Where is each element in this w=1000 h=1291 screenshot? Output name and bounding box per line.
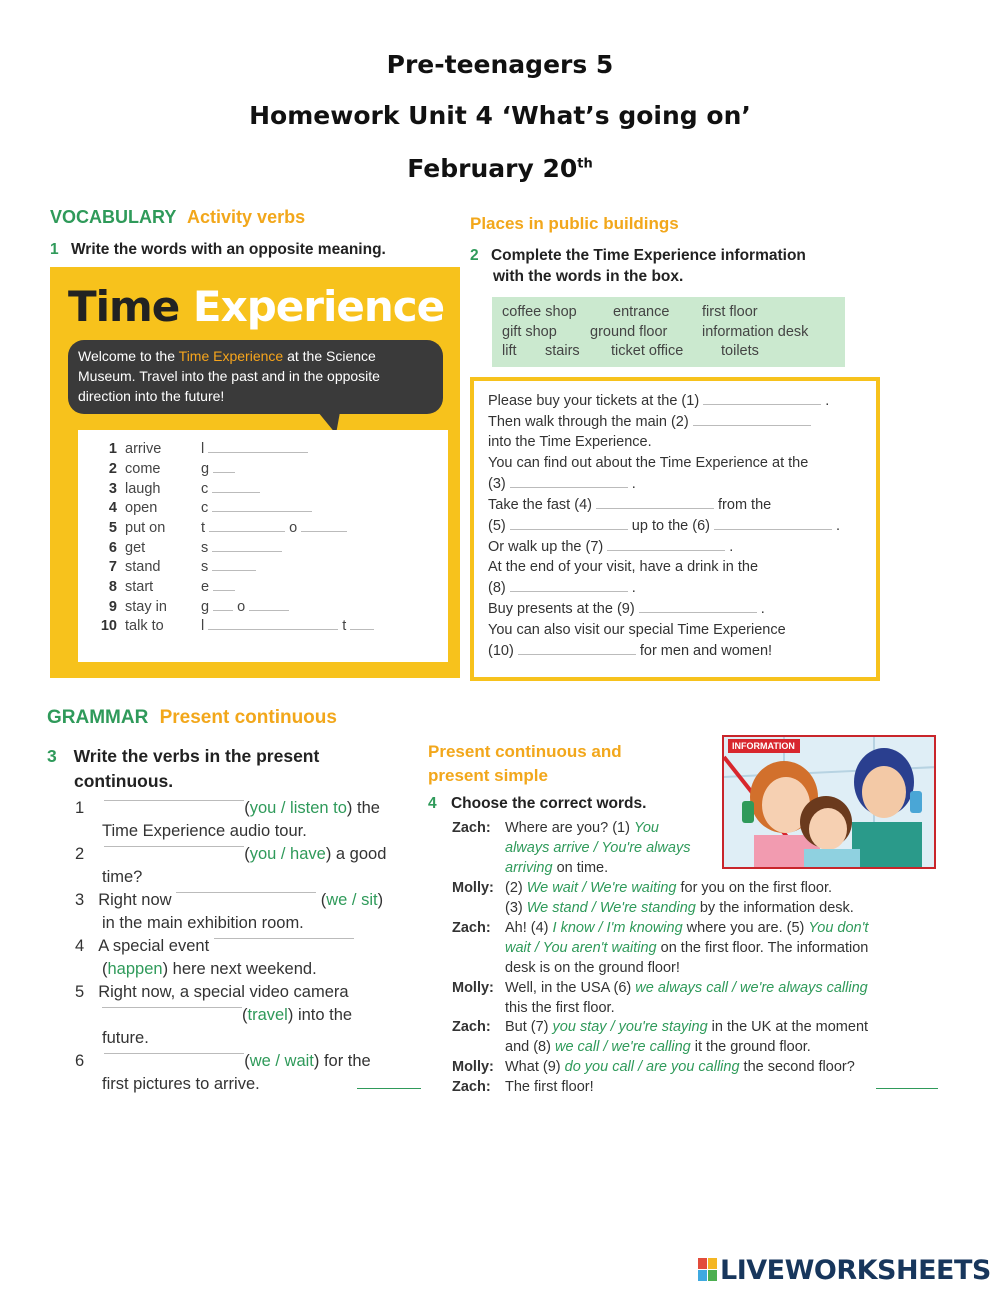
- word-box-item: entrance: [613, 304, 670, 320]
- answer-blank[interactable]: [301, 530, 347, 532]
- answer-blank[interactable]: [212, 550, 282, 552]
- answer-blank[interactable]: [104, 799, 244, 801]
- logo-icon: [698, 1258, 718, 1282]
- bubble-highlight: Time Experience: [178, 348, 284, 364]
- answer-blank[interactable]: [104, 1052, 244, 1054]
- exercise-1-text: Write the words with an opposite meaning.: [70, 241, 386, 258]
- grammar-item-4: 4 A special event: [75, 937, 354, 956]
- word-box-item: ticket office: [611, 343, 684, 359]
- vocab-item: 4 open c: [95, 500, 312, 520]
- info-line: Then walk through the main (2): [488, 414, 811, 430]
- info-line: (8) .: [488, 580, 636, 596]
- exercise-1-number: 1: [50, 241, 59, 258]
- score-line: [357, 1088, 421, 1089]
- dialogue-line-1: Zach: Where are you? (1) You: [452, 820, 659, 836]
- grammar-label: GRAMMAR: [47, 707, 149, 728]
- vocab-item: 6 get s: [95, 540, 282, 560]
- info-line: You can also visit our special Time Experience: [488, 622, 786, 638]
- answer-blank[interactable]: [102, 1006, 242, 1008]
- exercise-1-instruction: [50, 241, 386, 259]
- answer-blank[interactable]: [212, 491, 260, 493]
- dialogue-line-12: Zach: The first floor!: [452, 1079, 594, 1095]
- answer-blank[interactable]: [213, 589, 235, 591]
- grammar-item-5-end: future.: [102, 1029, 149, 1047]
- date-text: February 20: [407, 154, 578, 183]
- word-box-item: gift shop: [502, 324, 557, 340]
- grammar-heading: [47, 707, 337, 729]
- dialogue-line-1b: always arrive / You're always: [505, 840, 691, 856]
- title-experience: Experience: [192, 282, 445, 331]
- header-line-2: Homework Unit 4 ‘What’s going on’: [249, 101, 751, 130]
- word-box-item: lift: [502, 343, 517, 359]
- dialogue-line-2: Molly: (2) We wait / We're waiting for you on the first floor.: [452, 880, 833, 896]
- exercise-2-text-l2: with the words in the box.: [493, 268, 684, 285]
- word-box: [492, 297, 845, 367]
- vocabulary-label: VOCABULARY: [50, 207, 177, 227]
- date-superscript: th: [577, 156, 593, 172]
- answer-blank[interactable]: [350, 628, 374, 630]
- answer-blank[interactable]: [703, 403, 821, 405]
- word-box-item: stairs: [545, 343, 580, 359]
- answer-blank[interactable]: [714, 528, 832, 530]
- grammar-item-2-cont: time?: [102, 868, 143, 886]
- dialogue-line-7: Molly: Well, in the USA (6) we always call / we're always calling: [452, 980, 868, 996]
- grammar-item-6: 6 (we / wait) for the: [75, 1052, 371, 1070]
- word-box-item: coffee shop: [502, 304, 577, 320]
- molly-zach-illustration: [722, 735, 936, 869]
- exercise-2-text-l1: Complete the Time Experience information: [490, 247, 806, 264]
- vocabulary-heading: [50, 207, 305, 228]
- header-line-1: Pre-teenagers 5: [386, 50, 614, 79]
- grammar-item-5-cont: (travel) into the: [102, 1006, 352, 1025]
- dialogue-line-3: (3) We stand / We're standing by the information desk.: [505, 900, 854, 916]
- info-line: (5) up to the (6) .: [488, 518, 841, 534]
- vocab-item: 7 stand s: [95, 559, 256, 579]
- word-box-item: ground floor: [590, 324, 668, 340]
- info-line: (10) for men and women!: [488, 643, 773, 659]
- info-line: Take the fast (4) from the: [488, 497, 772, 513]
- dialogue-line-6: desk is on the ground floor!: [505, 960, 680, 976]
- answer-blank[interactable]: [176, 891, 316, 893]
- info-line: Please buy your tickets at the (1) .: [488, 393, 830, 409]
- dialogue-line-1c: arriving on time.: [505, 860, 609, 876]
- vocab-item: 3 laugh c: [95, 481, 260, 501]
- answer-blank[interactable]: [596, 507, 714, 509]
- score-line: [876, 1088, 938, 1089]
- exercise-3-text-l2: continuous.: [74, 771, 174, 791]
- vocab-item: 8 start e: [95, 579, 235, 599]
- info-line: into the Time Experience.: [488, 434, 652, 450]
- answer-blank[interactable]: [104, 845, 244, 847]
- answer-blank[interactable]: [208, 451, 308, 453]
- vocab-item: 1 arrive l: [95, 441, 308, 461]
- grammar-item-1: 1 (you / listen to) the: [75, 799, 380, 817]
- answer-blank[interactable]: [214, 937, 354, 939]
- exercise-2-number: 2: [470, 247, 479, 264]
- grammar-item-1-cont: Time Experience audio tour.: [102, 822, 307, 840]
- info-line: You can find out about the Time Experience at the: [488, 455, 809, 471]
- pcps-heading-l2: present simple: [428, 766, 548, 785]
- grammar-item-2: 2 (you / have) a good: [75, 845, 387, 863]
- title-time: Time: [68, 282, 180, 331]
- info-line: Or walk up the (7) .: [488, 539, 734, 555]
- answer-blank[interactable]: [209, 530, 285, 532]
- grammar-item-4-cont: (happen) here next weekend.: [102, 960, 317, 978]
- answer-blank[interactable]: [510, 528, 628, 530]
- answer-blank[interactable]: [213, 609, 233, 611]
- pcps-heading-l1: Present continuous and: [428, 742, 622, 761]
- exercise-4-text: Choose the correct words.: [450, 795, 647, 812]
- time-experience-title: [68, 282, 444, 331]
- answer-blank[interactable]: [518, 653, 636, 655]
- liveworksheets-logo: [698, 1255, 991, 1286]
- illustration-drawing: [724, 737, 936, 869]
- dialogue-line-8: this the first floor.: [505, 1000, 615, 1016]
- dialogue-line-5: wait / You aren't waiting on the first floor. The information: [505, 940, 869, 956]
- vocab-item: 5 put on t o: [95, 520, 347, 540]
- welcome-speech-bubble: [68, 340, 443, 414]
- dialogue-line-4: Zach: Ah! (4) I know / I'm knowing where you are. (5) You don't: [452, 920, 869, 936]
- info-line: (3) .: [488, 476, 636, 492]
- exercise-2-instruction: [470, 245, 806, 287]
- answer-blank[interactable]: [208, 628, 338, 630]
- answer-blank[interactable]: [212, 569, 256, 571]
- word-box-item: first floor: [702, 304, 758, 320]
- vocabulary-topic: Activity verbs: [187, 207, 306, 227]
- exercise-3-number: 3: [47, 746, 57, 766]
- answer-blank[interactable]: [510, 486, 628, 488]
- pcps-heading: [428, 740, 622, 788]
- logo-text: LIVEWORKSHEETS: [720, 1255, 991, 1286]
- word-box-item: toilets: [721, 343, 759, 359]
- vocab-item: 10 talk to l t: [95, 618, 374, 638]
- grammar-item-3-cont: in the main exhibition room.: [102, 914, 304, 932]
- exercise-3-instruction: [47, 744, 319, 794]
- answer-blank[interactable]: [639, 611, 757, 613]
- header-line-3: [0, 154, 1000, 183]
- vocab-item: 9 stay in g o: [95, 599, 289, 619]
- answer-blank[interactable]: [510, 590, 628, 592]
- bubble-text-before: Welcome to the: [78, 348, 179, 364]
- grammar-item-5: 5 Right now, a special video camera: [75, 983, 349, 1001]
- answer-blank[interactable]: [693, 424, 811, 426]
- exercise-4-number: 4: [428, 795, 437, 812]
- grammar-topic: Present continuous: [159, 707, 337, 728]
- places-heading: Places in public buildings: [470, 214, 679, 233]
- grammar-item-3: 3 Right now (we / sit): [75, 891, 384, 909]
- bubble-text-after: at the Science Museum. Travel into the past and in the opposite direction into the future!: [78, 348, 380, 404]
- dialogue-line-11: Molly: What (9) do you call / are you calling the second floor?: [452, 1059, 855, 1075]
- dialogue-line-9: Zach: But (7) you stay / you're staying in the UK at the moment: [452, 1019, 869, 1035]
- vocab-item: 2 come g: [95, 461, 235, 481]
- word-box-item: information desk: [702, 324, 809, 340]
- answer-blank[interactable]: [212, 510, 312, 512]
- grammar-item-6-cont: first pictures to arrive.: [102, 1075, 260, 1093]
- info-line: Buy presents at the (9) .: [488, 601, 765, 617]
- exercise-4-instruction: [428, 795, 646, 813]
- answer-blank[interactable]: [213, 471, 235, 473]
- exercise-3-text-l1: Write the verbs in the present: [73, 746, 320, 766]
- answer-blank[interactable]: [607, 549, 725, 551]
- information-sign: INFORMATION: [732, 741, 795, 751]
- answer-blank[interactable]: [249, 609, 289, 611]
- dialogue-line-10: and (8) we call / we're calling it the ground floor.: [505, 1039, 811, 1055]
- info-line: At the end of your visit, have a drink in the: [488, 559, 759, 575]
